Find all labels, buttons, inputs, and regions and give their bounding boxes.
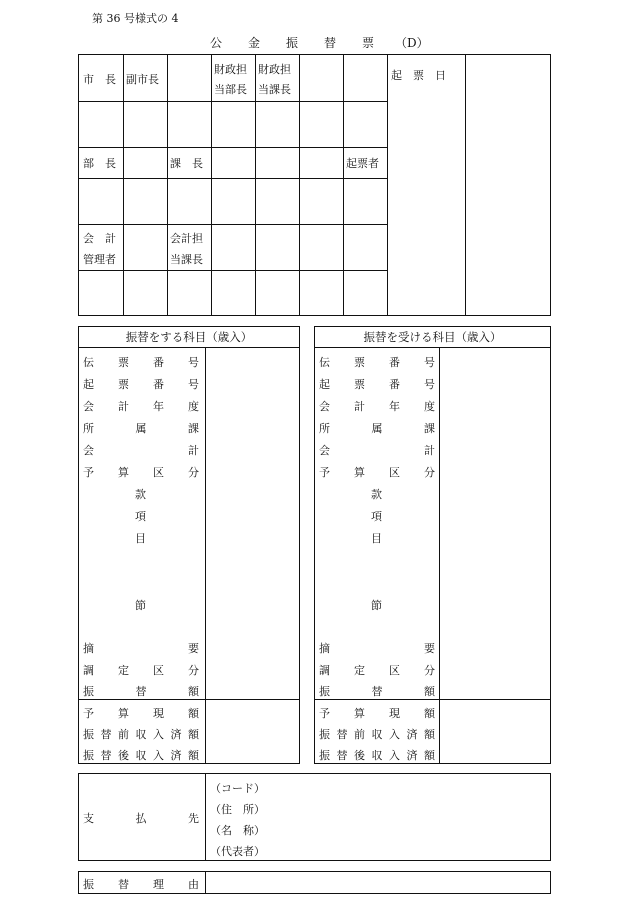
label-payee-representative: （代表者）	[210, 845, 265, 858]
label-slip-number: 伝 票 番 号	[83, 356, 199, 369]
label-kou: 項	[135, 510, 146, 523]
label-department: 所 属 課	[319, 422, 435, 435]
label-summary: 摘 要	[83, 642, 199, 655]
title-char: 公	[210, 36, 223, 50]
label-kan: 款	[371, 488, 382, 501]
label-post-transfer-received: 振 替 後 収 入 済 額	[83, 749, 199, 762]
label-account: 会 計	[83, 444, 199, 457]
label-accounting-chief-2: 当課長	[170, 253, 203, 266]
left-section-header: 振替をする科目（歳入）	[79, 327, 299, 348]
label-assessment-category: 調 定 区 分	[319, 664, 435, 677]
label-reason: 振 替 理 由	[83, 878, 199, 891]
label-payee-name: （名 称）	[210, 824, 265, 837]
label-mayor: 市 長	[83, 73, 116, 86]
approval-grid	[78, 54, 551, 316]
label-transfer-amount: 振 替 額	[319, 685, 435, 698]
label-fiscal-year: 会 計 年 度	[83, 400, 199, 413]
label-section-chief: 課 長	[170, 157, 203, 170]
label-pre-transfer-received: 振 替 前 収 入 済 額	[83, 728, 199, 741]
payee-box	[78, 773, 551, 861]
title-char: 金	[248, 36, 261, 50]
label-dept-head: 部 長	[83, 157, 116, 170]
label-issue-number: 起 票 番 号	[83, 378, 199, 391]
label-finance-chief-2: 当課長	[258, 83, 291, 96]
label-accounting-chief: 会計担	[170, 232, 203, 245]
label-pre-transfer-received: 振 替 前 収 入 済 額	[319, 728, 435, 741]
label-slip-number: 伝 票 番 号	[319, 356, 435, 369]
label-vice-mayor: 副市長	[126, 73, 159, 86]
label-issue-date: 起 票 日	[391, 69, 446, 82]
label-issue-number: 起 票 番 号	[319, 378, 435, 391]
label-current-budget: 予 算 現 額	[319, 707, 435, 720]
label-assessment-category: 調 定 区 分	[83, 664, 199, 677]
label-payee-code: （コード）	[210, 782, 265, 795]
right-section-header: 振替を受ける科目（歳入）	[315, 327, 550, 348]
label-finance-director-2: 当部長	[214, 83, 247, 96]
left-section	[78, 326, 300, 764]
label-kan: 款	[135, 488, 146, 501]
reason-box	[78, 871, 551, 894]
label-account: 会 計	[319, 444, 435, 457]
title-char: 替	[324, 36, 337, 50]
label-setsu: 節	[371, 599, 382, 612]
title-char: 票	[362, 36, 375, 50]
label-transfer-amount: 振 替 額	[83, 685, 199, 698]
label-current-budget: 予 算 現 額	[83, 707, 199, 720]
label-finance-director: 財政担	[214, 63, 247, 76]
label-moku: 目	[135, 532, 146, 545]
label-setsu: 節	[135, 599, 146, 612]
title-char: （D）	[395, 36, 429, 50]
label-accountant: 会 計	[83, 232, 116, 245]
label-post-transfer-received: 振 替 後 収 入 済 額	[319, 749, 435, 762]
label-department: 所 属 課	[83, 422, 199, 435]
title-char: 振	[286, 36, 299, 50]
label-budget-category: 予 算 区 分	[319, 466, 435, 479]
label-kou: 項	[371, 510, 382, 523]
label-moku: 目	[371, 532, 382, 545]
label-fiscal-year: 会 計 年 度	[319, 400, 435, 413]
label-issuer: 起票者	[346, 157, 379, 170]
label-summary: 摘 要	[319, 642, 435, 655]
form-number: 第 36 号様式の 4	[92, 12, 179, 25]
right-section	[314, 326, 551, 764]
label-finance-chief: 財政担	[258, 63, 291, 76]
label-payee-address: （住 所）	[210, 803, 265, 816]
label-accountant-2: 管理者	[83, 253, 116, 266]
label-payee: 支 払 先	[83, 812, 199, 825]
label-budget-category: 予 算 区 分	[83, 466, 199, 479]
